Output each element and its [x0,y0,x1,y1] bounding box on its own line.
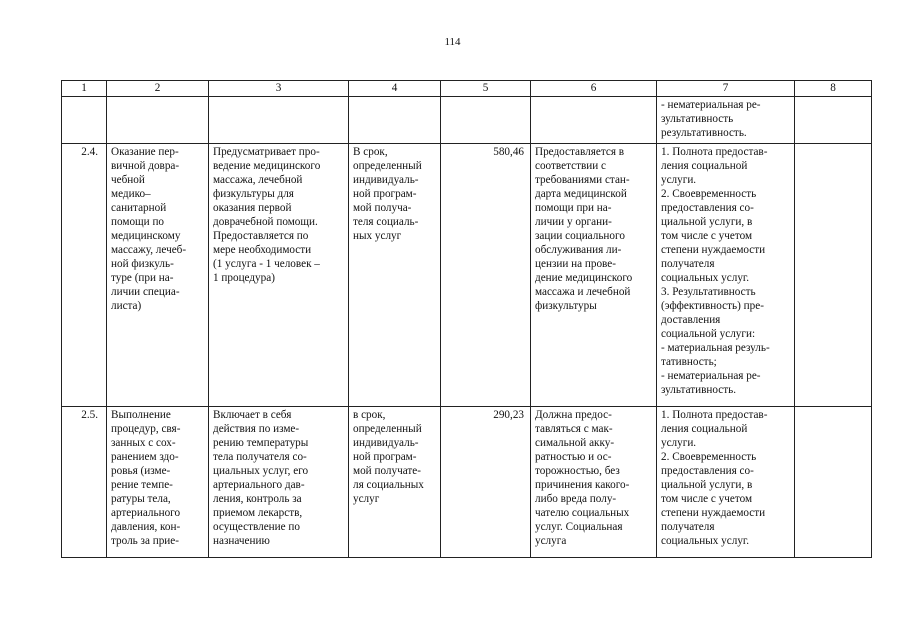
service-description: Включает в себя действия по изме- рению температуры тела получателя со- циальных услуг, его артериального дав- ления, контроль за приемом лекарств, осуществление по назначению [209,407,349,558]
row-number: 2.5. [62,407,107,558]
column-header: 8 [795,81,872,97]
service-description [209,97,349,144]
column-header: 4 [349,81,441,97]
table-row [62,407,872,558]
service-indicators: - нематериальная ре- зультативность результативность. [657,97,795,144]
service-name: Выполнение процедур, свя- занных с сох- ранением здо- ровья (изме- рение темпе- ратуры тела, артериального давления, кон- троль за прие- [107,407,209,558]
page-number: 114 [444,36,461,48]
service-indicators: 1. Полнота предостав- ления социальной услуги. 2. Своевременность предоставления со- циальной услуги, в том числе с учетом степени нуждаемости получателя социальных услуг. [657,407,795,558]
service-price: 580,46 [441,144,531,407]
service-price [441,97,531,144]
service-indicators: 1. Полнота предостав- ления социальной услуги. 2. Своевременность предоставления со- циальной услуги, в том числе с учетом степени нуждаемости получателя социальных услуг. 3. Результативность (эффективность) пре- доставления социальной услуги: - материальная резуль- тативность; - нематериальная ре- зультативность. [657,144,795,407]
table-row [62,144,872,407]
column-header: 2 [107,81,209,97]
service-price: 290,23 [441,407,531,558]
service-extra [795,97,872,144]
column-header: 6 [531,81,657,97]
service-description: Предусматривает про- ведение медицинского массажа, лечебной физкультуры для оказания первой доврачебной помощи. Предоставляется по мере необходимости (1 услуга - 1 человек – 1 процедура) [209,144,349,407]
service-term: В срок, определенный индивидуаль- ной програм- мой получа- теля социаль- ных услуг [349,144,441,407]
service-name: Оказание пер- вичной довра- чебной медико– санитарной помощи по медицинскому массажу, лечеб- ной физкуль- туре (при на- личии специа- листа) [107,144,209,407]
service-conditions [531,97,657,144]
service-name [107,97,209,144]
service-conditions: Предоставляется в соответствии с требованиями стан- дарта медицинской помощи при на- личии у органи- зации социального обслуживания ли- цензии на прове- дение медицинского массажа и лечебной физкультуры [531,144,657,407]
service-conditions: Должна предос- тавляться с мак- симальной акку- ратностью и ос- торожностью, без причинения какого- либо вреда полу- чателю социальных услуг. Социальная услуга [531,407,657,558]
column-header: 1 [62,81,107,97]
column-header: 3 [209,81,349,97]
service-extra [795,407,872,558]
service-extra [795,144,872,407]
service-term: в срок, определенный индивидуаль- ной програм- мой получате- ля социальных услуг [349,407,441,558]
row-number [62,97,107,144]
table-row [62,97,872,144]
row-number: 2.4. [62,144,107,407]
service-term [349,97,441,144]
column-header: 7 [657,81,795,97]
services-table [61,80,872,558]
header-row [62,81,872,97]
column-header: 5 [441,81,531,97]
